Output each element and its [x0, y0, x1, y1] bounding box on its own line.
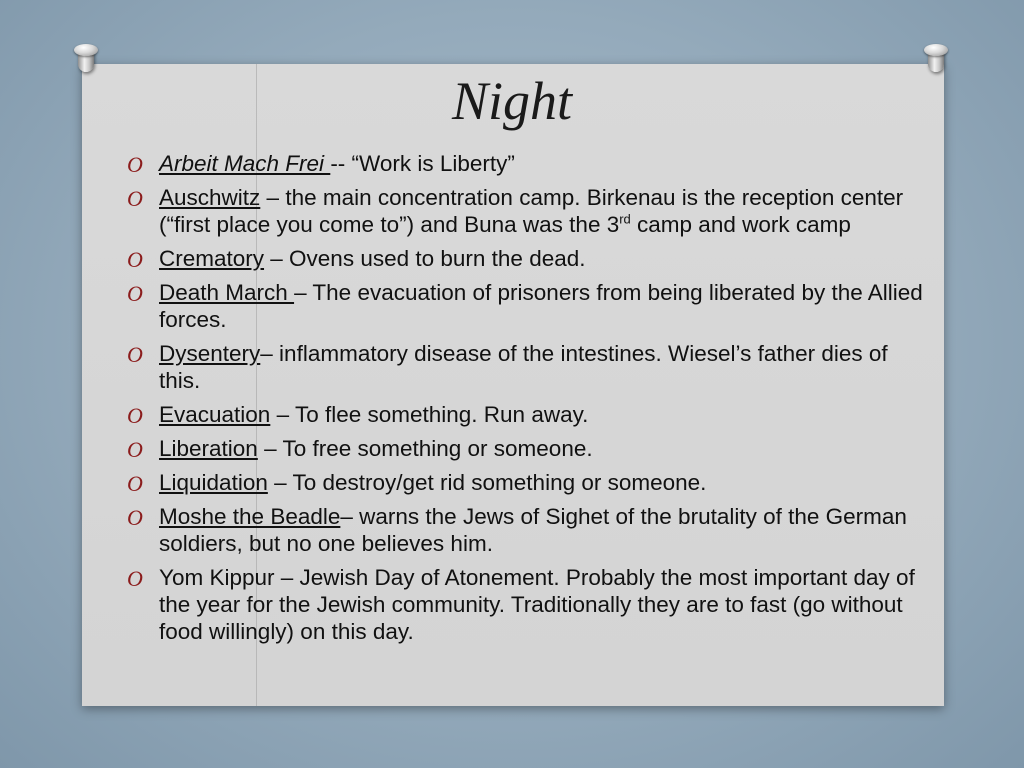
vocab-term: Crematory [159, 246, 265, 271]
bullet-icon: O [127, 471, 143, 496]
vocab-term: Auschwitz [159, 185, 261, 210]
vocab-definition: -- “Work is Liberty” [330, 151, 515, 176]
list-item [127, 340, 927, 394]
list-item [127, 401, 927, 428]
push-pin-head [74, 44, 98, 56]
list-item [127, 279, 927, 333]
ordinal-suffix: rd [619, 211, 631, 227]
vocab-term: Liquidation [159, 470, 268, 495]
vocab-definition: – To flee something. Run away. [270, 402, 589, 427]
vocab-definition: – To free something or someone. [257, 436, 593, 461]
vocab-term: Arbeit Mach Frei [159, 151, 331, 176]
vocab-definition: – Ovens used to burn the dead. [264, 246, 586, 271]
vocab-definition: – the main concentration camp. Birkenau is the reception center (“first place you come to”) and Buna was the 3 [159, 185, 904, 237]
vocabulary-list [127, 150, 927, 652]
vocab-definition: – inflammatory disease of the intestines. Wiesel’s father dies of this. [159, 341, 888, 393]
list-item [127, 184, 927, 238]
bullet-icon: O [127, 403, 143, 428]
vocab-entry-text: Yom Kippur – Jewish Day of Atonement. Probably the most important day of the year for the Jewish community. Traditionally they are to fast (go without food willingly) on this day. [159, 565, 915, 644]
list-item [127, 245, 927, 272]
list-item [127, 435, 927, 462]
vocab-definition: – The evacuation of prisoners from being liberated by the Allied forces. [159, 280, 923, 332]
list-item [127, 564, 927, 645]
bullet-icon: O [127, 247, 143, 272]
bullet-icon: O [127, 186, 143, 211]
vocab-term: Evacuation [159, 402, 271, 427]
bullet-icon: O [127, 566, 143, 591]
list-item [127, 503, 927, 557]
list-item [127, 150, 927, 177]
push-pin-head [924, 44, 948, 56]
slide-title: Night [451, 71, 573, 131]
vocab-definition: – warns the Jews of Sighet of the brutality of the German soldiers, but no one believes him. [159, 504, 907, 556]
bullet-icon: O [127, 437, 143, 462]
vocab-term: Liberation [159, 436, 258, 461]
vocab-term: Death March [159, 280, 295, 305]
vocab-definition: – To destroy/get rid something or someone. [267, 470, 707, 495]
vocab-term: Dysentery [159, 341, 261, 366]
bullet-icon: O [127, 505, 143, 530]
bullet-icon: O [127, 152, 143, 177]
list-item [127, 469, 927, 496]
bullet-icon: O [127, 342, 143, 367]
bullet-icon: O [127, 281, 143, 306]
vocab-definition-end: camp and work camp [630, 212, 851, 237]
vocab-term: Moshe the Beadle [159, 504, 341, 529]
